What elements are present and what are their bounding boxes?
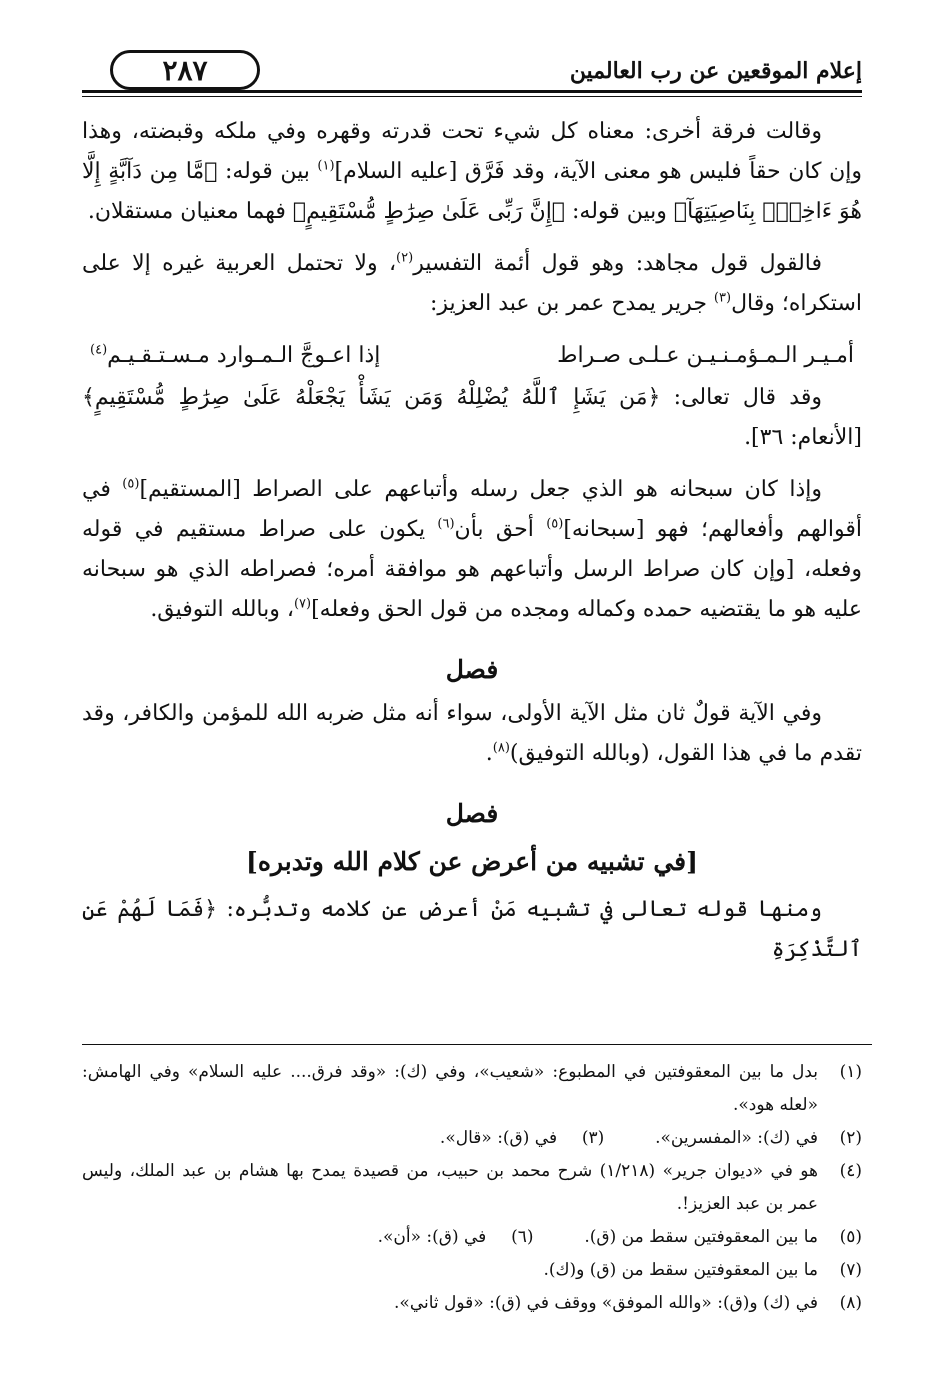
paragraph-4-text: وإذا كان سبحانه هو الذي جعل رسله وأتباعهم على الصراط [المستقيم] (139, 477, 822, 502)
footnote-ref-6[interactable]: (٦) (437, 516, 455, 532)
footnote-separator (82, 1044, 872, 1045)
footnote-text: في (ق): «أن». (377, 1227, 487, 1247)
book-title: إعلام الموقعين عن رب العالمين (569, 58, 862, 84)
paragraph-4-text-b: في أقوالهم وأفعالهم؛ فهو [سبحانه] (82, 477, 863, 542)
paragraph-5-text: وفي الآية قولٌ ثان مثل الآية الأولى، سواء أنه مثل ضربه الله للمؤمن والكافر، وقد تقدم ما في هذا القول، (وبالله التوفيق) (82, 701, 862, 766)
footnote-ref-8[interactable]: (٨) (492, 740, 510, 756)
header-rule-thick (82, 90, 862, 93)
footnote-number: (٧) (839, 1260, 862, 1280)
footnote-8 (82, 1287, 862, 1320)
paragraph-2-text-b: ، ولا تحتمل العربية غيره إلا على استكراه؛ وقال (82, 251, 862, 316)
footnote-number: (٨) (839, 1293, 862, 1313)
page-number-badge (110, 50, 260, 90)
paragraph-4-text-c: أحق بأن (454, 517, 547, 542)
header-rule-thin (82, 96, 862, 97)
section-subheading: [في تشبيه من أعرض عن كلام الله وتدبره] (246, 847, 698, 876)
footnote-text: ما بين المعقوفتين سقط من (ق). (584, 1227, 818, 1247)
footnote-number: (٣) (581, 1128, 605, 1148)
main-text (82, 112, 862, 982)
paragraph-2 (82, 244, 862, 324)
paragraph-3 (82, 378, 862, 458)
paragraph-1-text: وقالت فرقة أخرى: معناه كل شيء تحت قدرته وقهره وفي ملكه وقبضته، وهذا وإن كان حقاً فليس هو معنى الآية، وقد فَرَّق [عليه السلام] (82, 119, 862, 184)
paragraph-2-text-c: جرير يمدح عمر بن عبد العزيز: (429, 291, 714, 316)
section-heading-1: فصل (445, 655, 499, 684)
paragraph-3-text: وقد قال تعالى: ﴿مَن يَشَإِ ٱللَّهُ يُضْلِلْهُ وَمَن يَشَأْ يَجْعَلْهُ عَلَىٰ صِرَٰطٍ مُّسْتَقِيمٍ﴾ [الأنعام: ٣٦]. (82, 385, 862, 450)
paragraph-2-text: فالقول قول مجاهد: وهو قول أئمة التفسير (413, 251, 822, 276)
section-heading-2: فصل (445, 799, 499, 828)
footnote-number: (٢) (839, 1128, 862, 1148)
footnote-number: (٦) (511, 1227, 534, 1247)
footnote-text: في (ك): «المفسرين». (655, 1128, 818, 1148)
footnote-2-3 (82, 1122, 862, 1155)
footnote-text: في (ق): «قال». (439, 1128, 558, 1148)
page-header (82, 44, 862, 102)
footnote-1 (82, 1056, 862, 1122)
footnote-text: ما بين المعقوفتين سقط من (ق) و(ك). (543, 1260, 818, 1280)
paragraph-6 (82, 890, 862, 970)
poetry-verse (82, 336, 862, 376)
paragraph-1 (82, 112, 862, 232)
page-number: ٢٨٧ (162, 53, 208, 87)
footnote-7 (82, 1254, 862, 1287)
footnotes (82, 1056, 862, 1320)
paragraph-4 (82, 470, 862, 630)
paragraph-4-text-e: ، وبالله التوفيق. (150, 597, 294, 622)
paragraph-4-text-d: يكون على صراط مستقيم في قوله وفعله، [وإن كان صراط الرسل وأتباعهم هو موافقة أمره؛ فصراطه الذي هو سبحانه عليه هو ما يقتضيه حمده وكماله ومجده من قول الحق وفعله] (82, 517, 862, 622)
footnote-4 (82, 1155, 862, 1221)
verse-first-half: أمـيـر الـمـؤمـنـيـن عـلـى صـراط (557, 343, 854, 368)
footnote-ref-2[interactable]: (٢) (396, 250, 414, 266)
footnote-ref-7[interactable]: (٧) (293, 596, 312, 612)
paragraph-1-text-b: بين قوله: ﴿مَّا مِن دَآبَّةٍ إِلَّا هُوَ ءَاخِذٌۢ بِنَاصِيَتِهَآ﴾ وبين قوله: ﴿إِنَّ رَبِّى عَلَىٰ صِرَٰطٍ مُّسْتَقِيمٍ﴾ فهما معنيان مستقلان. (82, 159, 862, 224)
verse-second-half: إذا اعـوجَّ الـمـوارد مـسـتـقـيـم (107, 343, 381, 368)
paragraph-6-text: ومنها قوله تعالى في تشبيه مَنْ أعرض عن كلامه وتدبُّره: ﴿فَمَا لَهُمْ عَنِ ٱلتَّذْكِرَةِ (82, 897, 862, 962)
paragraph-5-end: . (485, 741, 493, 766)
footnote-number: (٥) (839, 1227, 862, 1247)
footnote-ref-5b[interactable]: (٥) (546, 516, 564, 532)
footnote-ref-5[interactable]: (٥) (122, 476, 140, 492)
footnote-ref-4[interactable]: (٤) (90, 342, 108, 358)
paragraph-5 (82, 694, 862, 774)
footnote-text: بدل ما بين المعقوفتين في المطبوع: «شعيب»، وفي (ك): «وقد فرق.... عليه السلام» وفي الهامش: «لعله هود». (82, 1062, 818, 1115)
footnote-5-6 (82, 1221, 862, 1254)
footnote-number: (٤) (839, 1161, 862, 1181)
footnote-ref-3[interactable]: (٣) (713, 290, 732, 306)
footnote-ref-1[interactable]: (١) (317, 158, 335, 174)
footnote-text: في (ك) و(ق): «والله الموفق» ووقف في (ق): «قول ثاني». (394, 1293, 818, 1313)
footnote-number: (١) (839, 1062, 862, 1082)
footnote-text: هو في «ديوان جرير» (١/٢١٨) شرح محمد بن حبيب، من قصيدة يمدح بها هشام بن عبد الملك، وليس عمر بن عبد العزيز!. (82, 1161, 818, 1214)
